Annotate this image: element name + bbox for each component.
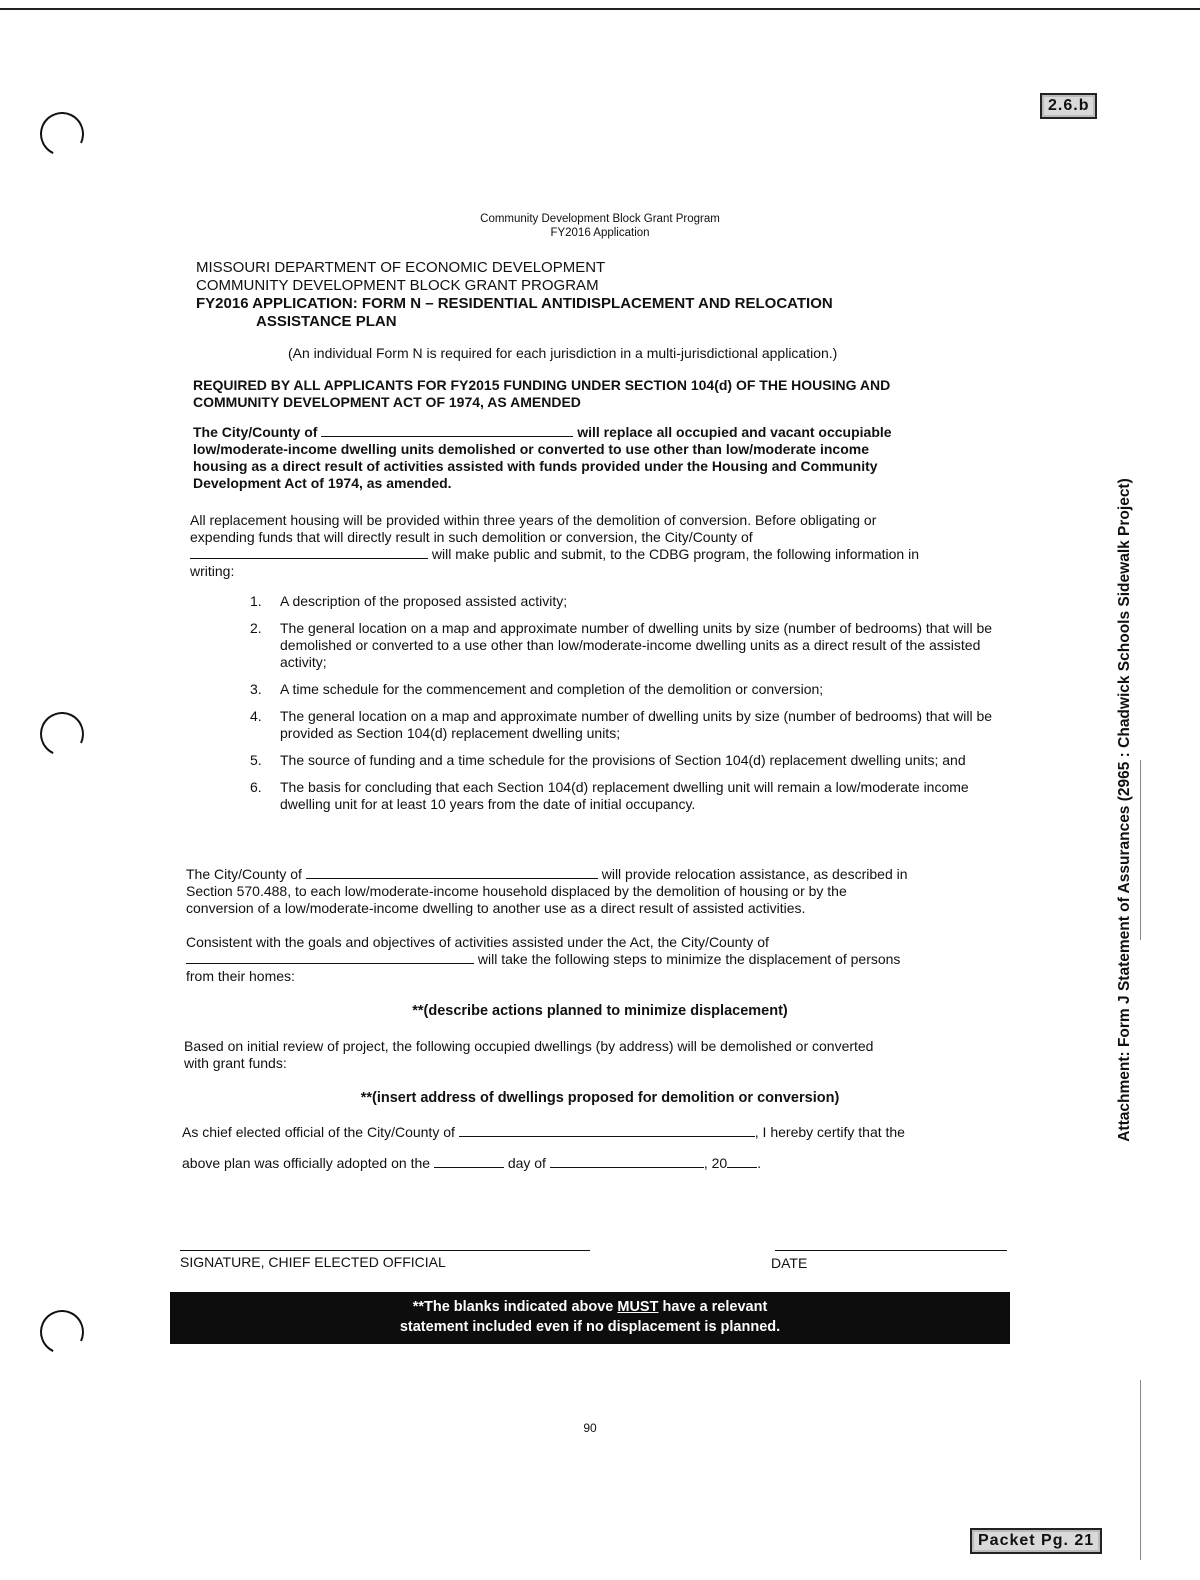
relocation-paragraph xyxy=(186,866,908,917)
timing-line-3 xyxy=(190,546,919,563)
city-county-label: The City/County of xyxy=(193,424,318,440)
required-line-2: COMMUNITY DEVELOPMENT ACT OF 1974, AS AMENDED xyxy=(193,394,581,410)
month-blank[interactable] xyxy=(550,1155,704,1168)
minimize-line-2 xyxy=(186,951,900,968)
packet-page-badge: Packet Pg. 21 xyxy=(970,1528,1102,1554)
date-line[interactable] xyxy=(775,1250,1007,1251)
top-border xyxy=(0,8,1200,10)
notice-line-1: **The blanks indicated above MUST have a relevant xyxy=(412,1299,768,1315)
right-margin-line-lower xyxy=(1140,1380,1141,1560)
list-item: 1. A description of the proposed assisted activity; xyxy=(250,593,568,609)
city-county-label: The City/County of xyxy=(186,866,302,882)
dwellings-line-1: Based on initial review of project, the following occupied dwellings (by address) will be demolished or converted xyxy=(184,1038,874,1054)
public-submit-statement: will make public and submit, to the CDBG program, the following information in xyxy=(431,546,919,562)
certification-line-2 xyxy=(182,1155,761,1172)
list-item: 4. The general location on a map and approximate number of dwelling units by size (number of bedrooms) that will be provided as Section 104(d) replacement dwelling units; xyxy=(250,708,993,741)
punch-hole-top xyxy=(34,106,90,162)
page-number: 90 xyxy=(583,1421,597,1435)
relocation-statement: will provide relocation assistance, as described in xyxy=(601,866,908,882)
dwellings-paragraph xyxy=(184,1038,873,1072)
form-title-line-2: ASSISTANCE PLAN xyxy=(256,313,397,330)
right-margin-line xyxy=(1140,760,1141,940)
form-title-line-1: FY2016 APPLICATION: FORM N – RESIDENTIAL ANTIDISPLACEMENT AND RELOCATION xyxy=(196,295,833,312)
relocation-line-1 xyxy=(186,866,908,883)
timing-line-2: expending funds that will directly result in such demolition or conversion, the City/County of xyxy=(190,529,753,545)
section-badge: 2.6.b xyxy=(1040,93,1097,119)
date-label: DATE xyxy=(771,1255,808,1271)
year-prefix: , 20 xyxy=(703,1155,728,1171)
certification-line-1 xyxy=(182,1124,905,1141)
describe-actions-prompt: **(describe actions planned to minimize displacement) xyxy=(412,1003,788,1019)
period: . xyxy=(757,1155,762,1171)
program-line-2: FY2016 Application xyxy=(550,227,650,239)
adopted-lead: above plan was officially adopted on the xyxy=(182,1155,431,1171)
dwellings-line-2: with grant funds: xyxy=(184,1055,287,1071)
minimize-line-3: from their homes: xyxy=(186,968,295,984)
department-line-2: COMMUNITY DEVELOPMENT BLOCK GRANT PROGRAM xyxy=(196,277,599,294)
replace-statement: will replace all occupied and vacant occupiable xyxy=(577,424,892,440)
relocation-line-3: conversion of a low/moderate-income dwelling to another use as a direct result of assisted activities. xyxy=(186,900,806,916)
blanks-notice xyxy=(170,1292,1010,1344)
replacement-line-2: low/moderate-income dwelling units demolished or converted to use other than low/moderate income xyxy=(193,441,869,457)
replacement-line-4: Development Act of 1974, as amended. xyxy=(193,475,452,491)
signature-label: SIGNATURE, CHIEF ELECTED OFFICIAL xyxy=(180,1254,446,1270)
day-blank[interactable] xyxy=(434,1155,504,1168)
city-county-blank-4[interactable] xyxy=(186,951,474,964)
cert-lead: As chief elected official of the City/County of xyxy=(182,1124,455,1140)
list-item: 2. The general location on a map and approximate number of dwelling units by size (number of bedrooms) that will be demolished or converted to a use other than low/moderate-income dwelling units as a direct result of the assisted activity; xyxy=(250,620,993,670)
must-emphasis: MUST xyxy=(617,1299,659,1315)
department-heading xyxy=(196,259,833,331)
timing-paragraph xyxy=(190,512,919,580)
program-header xyxy=(300,212,900,240)
cert-tail: , I hereby certify that the xyxy=(754,1124,905,1140)
city-county-blank-2[interactable] xyxy=(190,546,428,559)
individual-form-note: (An individual Form N is required for each jurisdiction in a multi-jurisdictional application.) xyxy=(288,345,838,361)
city-county-blank-1[interactable] xyxy=(321,424,573,437)
replacement-line-1 xyxy=(193,424,892,441)
attachment-side-label: Attachment: Form J Statement of Assurances (2965 : Chadwick Schools Sidewalk Project) xyxy=(1116,478,1133,1142)
required-line-1: REQUIRED BY ALL APPLICANTS FOR FY2015 FUNDING UNDER SECTION 104(d) OF THE HOUSING AND xyxy=(193,377,891,393)
timing-line-4: writing: xyxy=(190,563,235,579)
minimize-statement: will take the following steps to minimize the displacement of persons xyxy=(477,951,901,967)
relocation-line-2: Section 570.488, to each low/moderate-income household displaced by the demolition of housing or by the xyxy=(186,883,847,899)
city-county-blank-5[interactable] xyxy=(459,1124,755,1137)
notice-line-2: statement included even if no displacement is planned. xyxy=(399,1319,781,1335)
year-blank[interactable] xyxy=(727,1155,757,1168)
information-list xyxy=(250,593,1010,823)
city-county-blank-3[interactable] xyxy=(306,866,598,879)
insert-address-prompt: **(insert address of dwellings proposed for demolition or conversion) xyxy=(360,1090,840,1106)
department-line-1: MISSOURI DEPARTMENT OF ECONOMIC DEVELOPMENT xyxy=(196,259,606,276)
minimize-line-1: Consistent with the goals and objectives of activities assisted under the Act, the City/County of xyxy=(186,934,769,950)
replacement-paragraph xyxy=(193,424,892,492)
program-line-1: Community Development Block Grant Program xyxy=(480,213,720,225)
day-of-label: day of xyxy=(507,1155,546,1171)
list-item: 6. The basis for concluding that each Section 104(d) replacement dwelling unit will remain a low/moderate income dwelling unit for at least 10 years from the date of initial occupancy. xyxy=(250,779,969,812)
minimize-paragraph xyxy=(186,934,900,985)
required-statement xyxy=(193,377,890,411)
punch-hole-bottom xyxy=(34,1304,90,1360)
list-item: 3. A time schedule for the commencement and completion of the demolition or conversion; xyxy=(250,681,824,697)
punch-hole-middle xyxy=(34,706,90,762)
list-item: 5. The source of funding and a time schedule for the provisions of Section 104(d) replacement dwelling units; and xyxy=(250,752,966,768)
timing-line-1: All replacement housing will be provided within three years of the demolition of conversion. Before obligating or xyxy=(190,512,877,528)
signature-line[interactable] xyxy=(180,1250,590,1251)
replacement-line-3: housing as a direct result of activities assisted with funds provided under the Housing and Community xyxy=(193,458,878,474)
